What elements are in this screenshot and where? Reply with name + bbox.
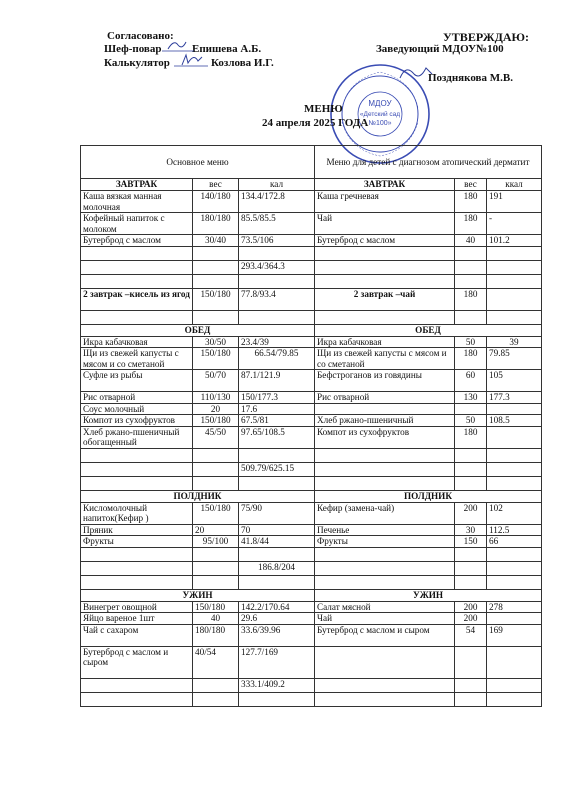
dish-kcal: 102	[487, 502, 542, 524]
dish-name: Бутерброд с маслом	[81, 235, 193, 247]
dish-weight: 150/180	[193, 348, 239, 370]
dish-kcal: 97.65/108.5	[239, 426, 315, 448]
dish-kcal: 150/177.3	[239, 392, 315, 404]
dish-kcal: 112.5	[487, 524, 542, 536]
dish-kcal	[487, 646, 542, 678]
table-row	[81, 191, 542, 213]
dinner-heading-right: УЖИН	[315, 589, 542, 601]
breakfast-header-row	[81, 179, 542, 191]
dish-weight: 40/54	[193, 646, 239, 678]
dish-weight: 180	[455, 348, 487, 370]
dish-name: Бефстроганов из говядины	[315, 370, 455, 392]
empty-row	[81, 448, 542, 462]
menu-title: МЕНЮ	[304, 103, 343, 115]
lunch-heading-left: ОБЕД	[81, 324, 315, 336]
lunch-total: 509.79/625.15	[239, 462, 315, 476]
dish-name: Рис отварной	[81, 392, 193, 404]
dish-kcal: 77.8/93.4	[239, 288, 315, 310]
head-name: Позднякова М.В.	[428, 72, 513, 84]
table-row	[81, 348, 542, 370]
lunch-header-row	[81, 324, 542, 336]
dish-name: Икра кабачковая	[81, 336, 193, 348]
table-row	[81, 624, 542, 646]
dish-weight: 130	[455, 392, 487, 404]
dish-weight: 50	[455, 415, 487, 427]
main-menu-title: Основное меню	[81, 146, 315, 179]
table-row	[81, 403, 542, 415]
dish-weight: 30/40	[193, 235, 239, 247]
snack-header-row	[81, 490, 542, 502]
dish-kcal: 105	[487, 370, 542, 392]
calculator-name: Козлова И.Г.	[211, 57, 274, 69]
dish-kcal: 169	[487, 624, 542, 646]
dish-name: Хлеб ржано-пшеничный	[315, 415, 455, 427]
dish-name: Чай	[315, 613, 455, 625]
empty-row	[81, 476, 542, 490]
approve-label: УТВЕРЖДАЮ:	[443, 30, 530, 44]
dish-kcal: 67.5/81	[239, 415, 315, 427]
dinner-header-row	[81, 589, 542, 601]
lunch-total-row	[81, 462, 542, 476]
dish-kcal: 278	[487, 601, 542, 613]
dish-name: Компот из сухофруктов	[315, 426, 455, 448]
col-weight-left: вес	[193, 179, 239, 191]
second-breakfast-row	[81, 288, 542, 310]
dish-kcal: 17.6	[239, 403, 315, 415]
head-title: Заведующий МДОУ№100	[376, 43, 504, 55]
dish-weight: 50	[455, 336, 487, 348]
agreed-label: Согласовано:	[107, 30, 174, 42]
dish-kcal	[487, 613, 542, 625]
dish-name: Икра кабачковая	[315, 336, 455, 348]
calculator-label: Калькулятор	[104, 57, 170, 69]
dish-kcal	[487, 288, 542, 310]
dish-weight: 95/100	[193, 536, 239, 548]
dish-name: Каша гречневая	[315, 191, 455, 213]
dish-name	[315, 403, 455, 415]
dish-name: Чай	[315, 213, 455, 235]
table-row	[81, 646, 542, 678]
dinner-heading-left: УЖИН	[81, 589, 315, 601]
dish-weight: 110/130	[193, 392, 239, 404]
dish-weight: 20	[193, 524, 239, 536]
dish-name: Компот из сухофруктов	[81, 415, 193, 427]
dish-kcal: 23.4/39	[239, 336, 315, 348]
dish-weight: 200	[455, 502, 487, 524]
dish-name: 2 завтрак –кисель из ягод	[81, 288, 193, 310]
dish-name: Каша вязкая манная молочная	[81, 191, 193, 213]
col-kcal-left: кал	[239, 179, 315, 191]
dish-name: Кофейный напиток с молоком	[81, 213, 193, 235]
dish-weight: 60	[455, 370, 487, 392]
atopic-menu-title: Меню для детей с диагнозом атопический дерматит	[315, 146, 542, 179]
svg-text:«Детский сад: «Детский сад	[359, 111, 401, 118]
dish-weight: 30	[455, 524, 487, 536]
table-title-row	[81, 146, 542, 179]
menu-table	[80, 145, 542, 707]
table-row	[81, 613, 542, 625]
dish-weight: 180/180	[193, 213, 239, 235]
breakfast-heading-left: ЗАВТРАК	[81, 179, 193, 191]
dish-name: Щи из свежей капусты с мясом и со сметаной	[81, 348, 193, 370]
table-row	[81, 370, 542, 392]
table-row	[81, 502, 542, 524]
dish-name: Соус молочный	[81, 403, 193, 415]
snack-total-row	[81, 561, 542, 575]
dish-weight: 180	[455, 191, 487, 213]
table-row	[81, 524, 542, 536]
table-row	[81, 536, 542, 548]
head-signature-image	[396, 60, 436, 84]
dish-kcal: 79.85	[487, 348, 542, 370]
dish-weight: 180	[455, 288, 487, 310]
dish-kcal: 39	[487, 336, 542, 348]
empty-row	[81, 575, 542, 589]
table-row	[81, 426, 542, 448]
dish-weight: 200	[455, 601, 487, 613]
dish-name: Хлеб ржано-пшеничный обогащенный	[81, 426, 193, 448]
dish-weight: 150/180	[193, 288, 239, 310]
chef-label: Шеф-повар	[104, 43, 162, 55]
dish-weight	[455, 403, 487, 415]
dish-kcal: 142.2/170.64	[239, 601, 315, 613]
dish-name	[315, 646, 455, 678]
dish-kcal: 66.54/79.85	[239, 348, 315, 370]
dish-name: Кисломолочный напиток(Кефир )	[81, 502, 193, 524]
dish-kcal: 29.6	[239, 613, 315, 625]
snack-heading-right: ПОЛДНИК	[315, 490, 542, 502]
dish-name: Бутерброд с маслом	[315, 235, 455, 247]
dish-name: Яйцо вареное 1шт	[81, 613, 193, 625]
table-row	[81, 235, 542, 247]
dish-weight: 180/180	[193, 624, 239, 646]
dish-kcal: 66	[487, 536, 542, 548]
breakfast-total: 293.4/364.3	[239, 260, 315, 274]
svg-text:МДОУ: МДОУ	[368, 99, 392, 108]
dish-name: Фрукты	[81, 536, 193, 548]
dish-kcal: 101.2	[487, 235, 542, 247]
dish-name: Щи из свежей капусты с мясом и со сметаной	[315, 348, 455, 370]
dinner-total-row	[81, 678, 542, 692]
dish-kcal: 85.5/85.5	[239, 213, 315, 235]
dish-kcal: 191	[487, 191, 542, 213]
dish-weight: 150/180	[193, 601, 239, 613]
dish-weight: 180	[455, 426, 487, 448]
menu-date: 24 апреля 2025 ГОДА	[262, 117, 369, 129]
dish-weight: 150	[455, 536, 487, 548]
table-row	[81, 336, 542, 348]
dish-weight: 180	[455, 213, 487, 235]
dish-name: Бутерброд с маслом и сыром	[81, 646, 193, 678]
dish-weight: 50/70	[193, 370, 239, 392]
table-row	[81, 213, 542, 235]
dish-kcal: 87.1/121.9	[239, 370, 315, 392]
dish-name: Фрукты	[315, 536, 455, 548]
dish-name: Салат мясной	[315, 601, 455, 613]
dish-weight: 140/180	[193, 191, 239, 213]
dish-name: Чай с сахаром	[81, 624, 193, 646]
dish-name: 2 завтрак –чай	[315, 288, 455, 310]
dish-name: Печенье	[315, 524, 455, 536]
empty-row	[81, 692, 542, 706]
snack-total: 186.8/204	[239, 561, 315, 575]
dish-kcal: 73.5/106	[239, 235, 315, 247]
dish-kcal: 127.7/169	[239, 646, 315, 678]
table-row	[81, 601, 542, 613]
dish-kcal: 108.5	[487, 415, 542, 427]
dish-name: Суфле из рыбы	[81, 370, 193, 392]
dish-weight: 150/180	[193, 502, 239, 524]
col-weight-right: вес	[455, 179, 487, 191]
empty-row	[81, 246, 542, 260]
table-row	[81, 392, 542, 404]
col-kcal-right: ккал	[487, 179, 542, 191]
dish-kcal: 134.4/172.8	[239, 191, 315, 213]
chef-name: Епишева А.Б.	[192, 43, 262, 55]
dish-name: Кефир (замена-чай)	[315, 502, 455, 524]
dish-kcal: 33.6/39.96	[239, 624, 315, 646]
dish-kcal: 75/90	[239, 502, 315, 524]
empty-row	[81, 274, 542, 288]
dish-kcal	[487, 426, 542, 448]
breakfast-heading-right: ЗАВТРАК	[315, 179, 455, 191]
dish-name: Бутерброд с маслом и сыром	[315, 624, 455, 646]
dish-kcal: 41.8/44	[239, 536, 315, 548]
calculator-signature-image	[172, 51, 210, 69]
dish-weight: 54	[455, 624, 487, 646]
empty-row	[81, 310, 542, 324]
dish-weight: 20	[193, 403, 239, 415]
dish-weight: 45/50	[193, 426, 239, 448]
svg-text:№100»: №100»	[368, 120, 392, 127]
dish-weight: 40	[193, 613, 239, 625]
dish-name: Рис отварной	[315, 392, 455, 404]
dish-weight	[455, 646, 487, 678]
dish-kcal: -	[487, 213, 542, 235]
dish-weight: 150/180	[193, 415, 239, 427]
lunch-heading-right: ОБЕД	[315, 324, 542, 336]
dinner-total: 333.1/409.2	[239, 678, 315, 692]
dish-name: Пряник	[81, 524, 193, 536]
table-row	[81, 415, 542, 427]
dish-kcal: 177.3	[487, 392, 542, 404]
snack-heading-left: ПОЛДНИК	[81, 490, 315, 502]
dish-name: Винегрет овощной	[81, 601, 193, 613]
dish-weight: 40	[455, 235, 487, 247]
dish-weight: 30/50	[193, 336, 239, 348]
empty-row	[81, 547, 542, 561]
dish-kcal: 70	[239, 524, 315, 536]
dish-weight: 200	[455, 613, 487, 625]
breakfast-total-row	[81, 260, 542, 274]
dish-kcal	[487, 403, 542, 415]
